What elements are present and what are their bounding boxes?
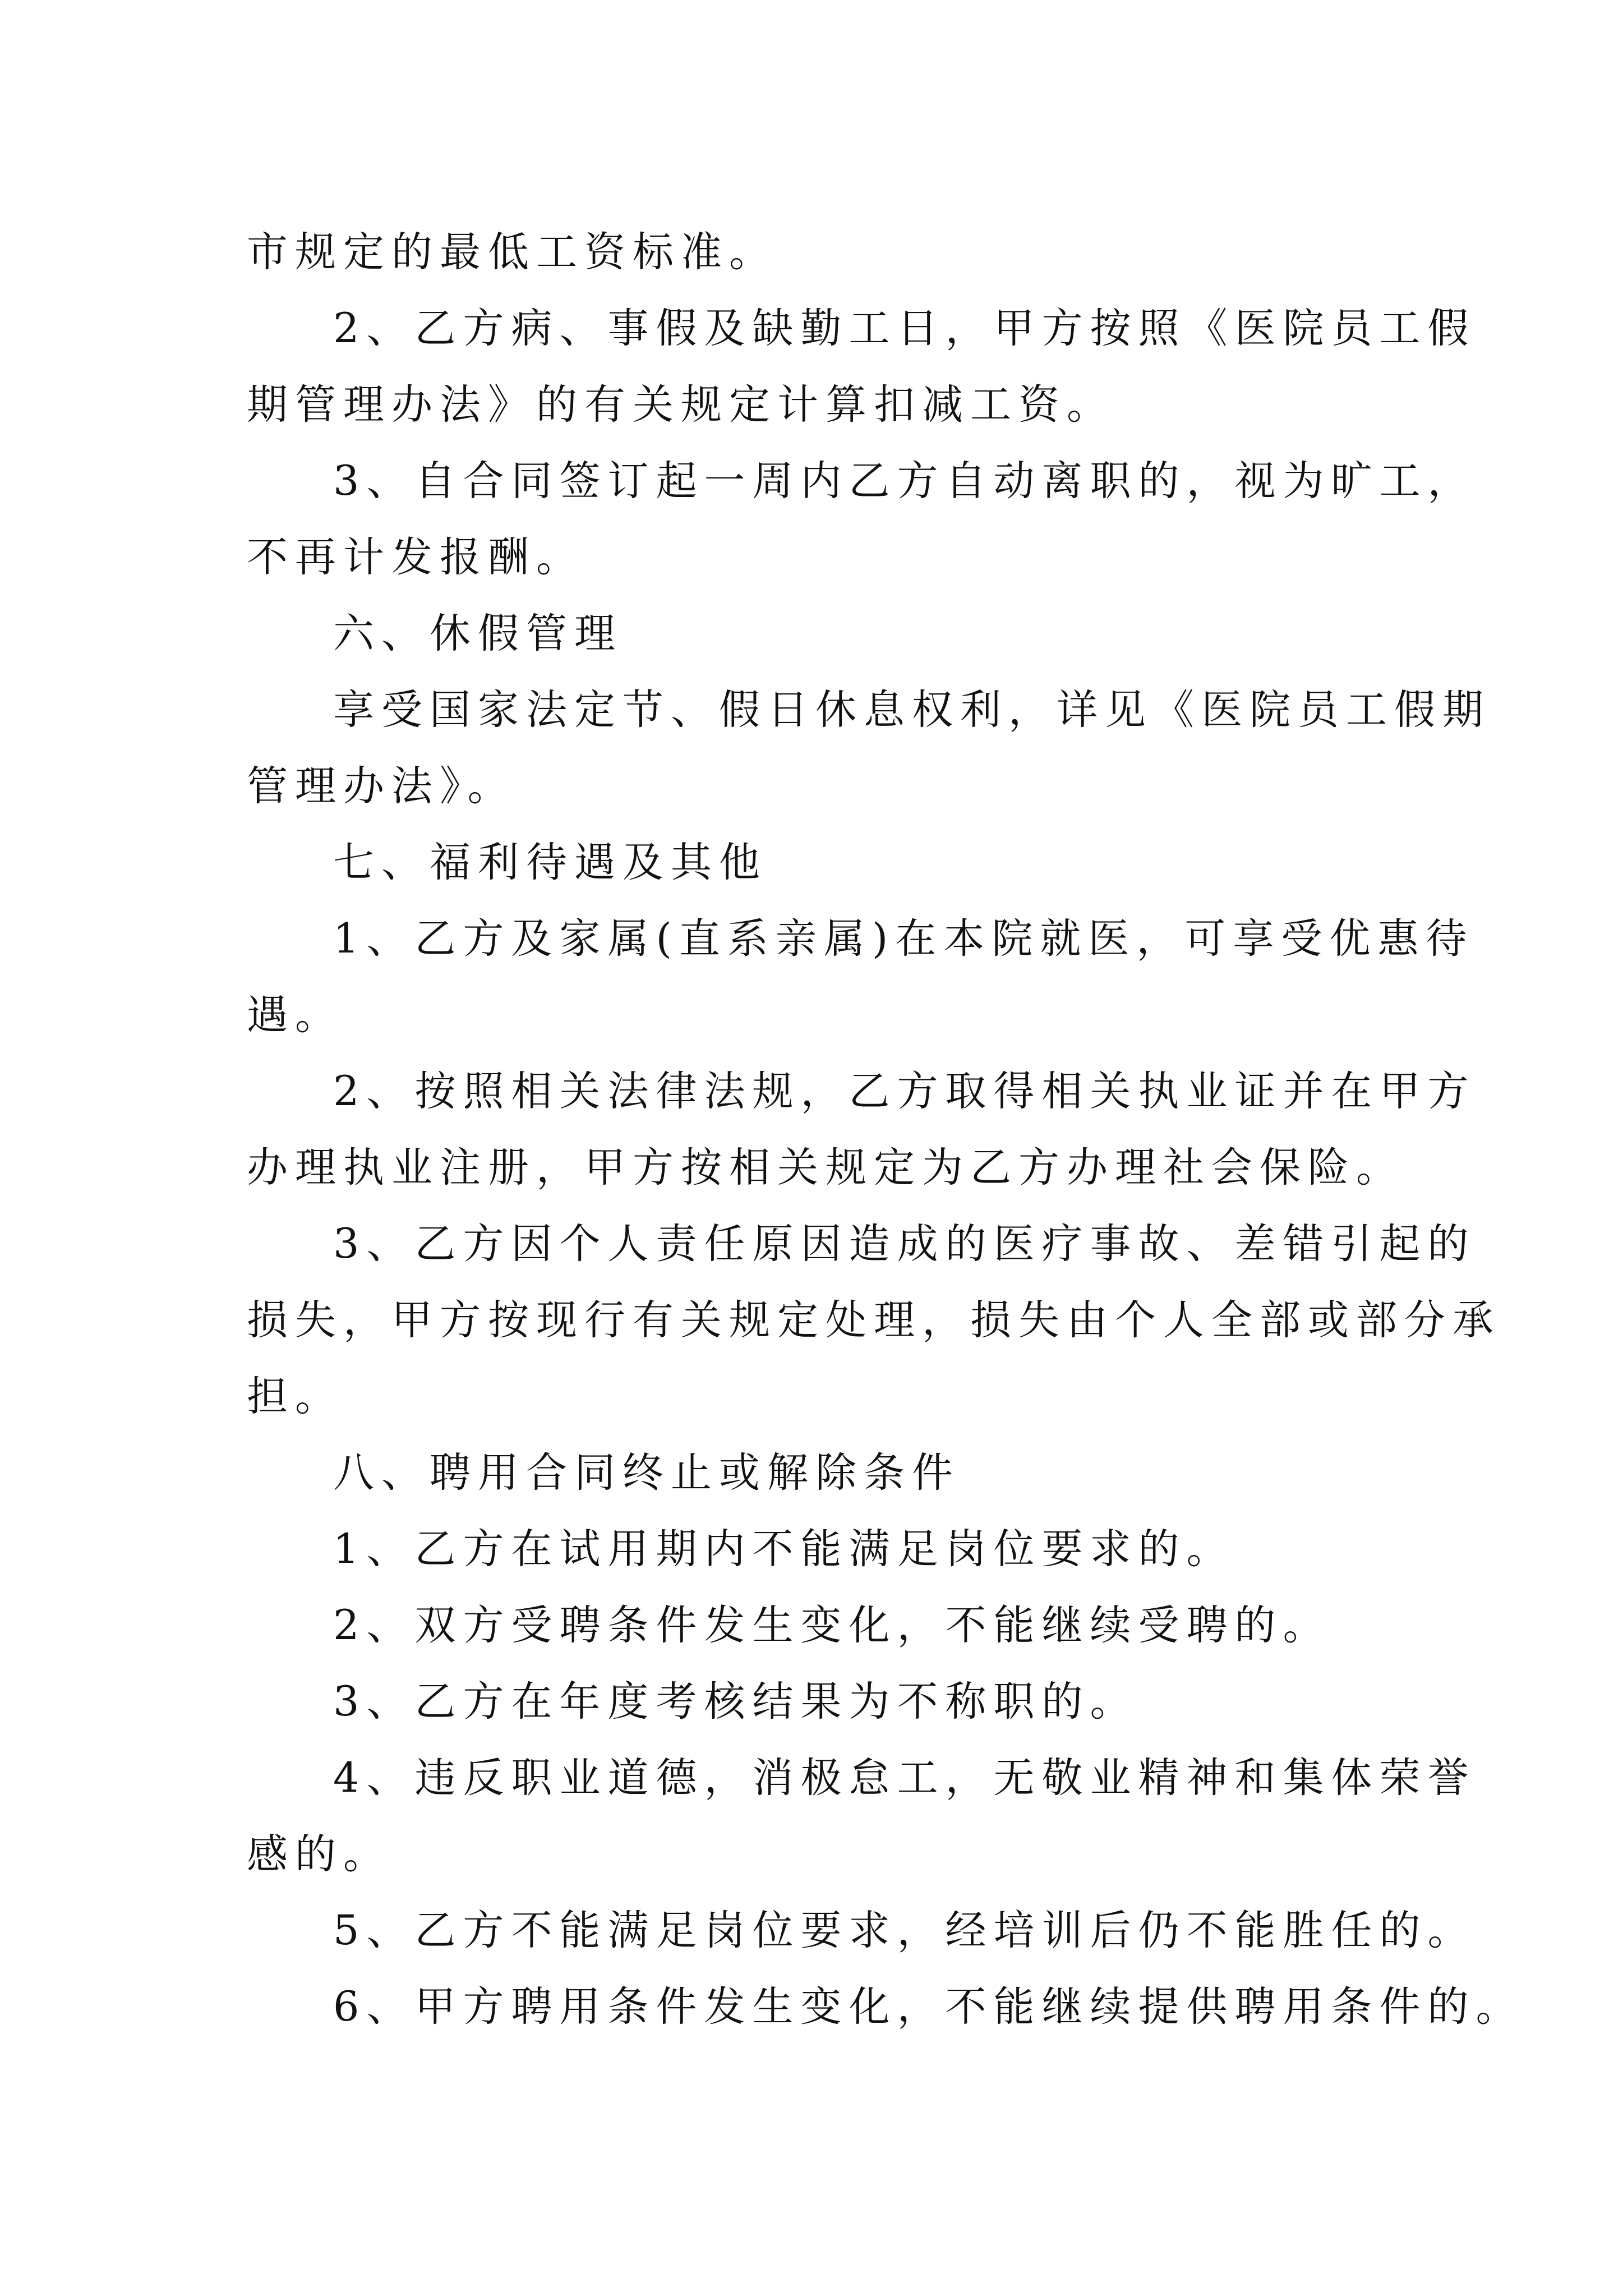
text-line: 4、违反职业道德，消极怠工，无敬业精神和集体荣誉 <box>333 1754 1476 1802</box>
text-line: 担。 <box>247 1373 343 1420</box>
text-line: 1、乙方在试用期内不能满足岗位要求的。 <box>333 1525 1235 1573</box>
text-line: 3、乙方因个人责任原因造成的医疗事故、差错引起的 <box>333 1220 1476 1268</box>
text-line: 市规定的最低工资标准。 <box>247 228 777 276</box>
text-line: 2、乙方病、事假及缺勤工日，甲方按照《医院员工假 <box>333 305 1476 352</box>
section-heading: 七、福利待遇及其他 <box>333 839 767 886</box>
text-line: 期管理办法》的有关规定计算扣减工资。 <box>247 381 1115 429</box>
text-line: 遇。 <box>247 991 343 1039</box>
section-heading: 六、休假管理 <box>333 610 623 657</box>
text-line: 3、乙方在年度考核结果为不称职的。 <box>333 1678 1138 1726</box>
text-line: 2、按照相关法律法规，乙方取得相关执业证并在甲方 <box>333 1068 1476 1115</box>
section-heading: 八、聘用合同终止或解除条件 <box>333 1449 960 1497</box>
text-line: 不再计发报酬。 <box>247 533 584 581</box>
document-body <box>247 214 1524 2045</box>
text-line: 3、自合同签订起一周内乙方自动离职的，视为旷工， <box>333 457 1476 505</box>
text-line: 办理执业注册，甲方按相关规定为乙方办理社会保险。 <box>247 1144 1404 1191</box>
text-line: 6、甲方聘用条件发生变化，不能继续提供聘用条件的。 <box>333 1983 1524 2031</box>
text-line: 损失，甲方按现行有关规定处理，损失由个人全部或部分承 <box>247 1296 1501 1344</box>
text-line: 感的。 <box>247 1830 391 1878</box>
text-line: 5、乙方不能满足岗位要求，经培训后仍不能胜任的。 <box>333 1907 1476 1954</box>
text-line: 管理办法》。 <box>247 762 516 810</box>
text-line: 1、乙方及家属(直系亲属)在本院就医，可享受优惠待 <box>333 915 1474 963</box>
text-line: 享受国家法定节、假日休息权利，详见《医院员工假期 <box>333 686 1491 734</box>
text-line: 2、双方受聘条件发生变化，不能继续受聘的。 <box>333 1602 1331 1649</box>
